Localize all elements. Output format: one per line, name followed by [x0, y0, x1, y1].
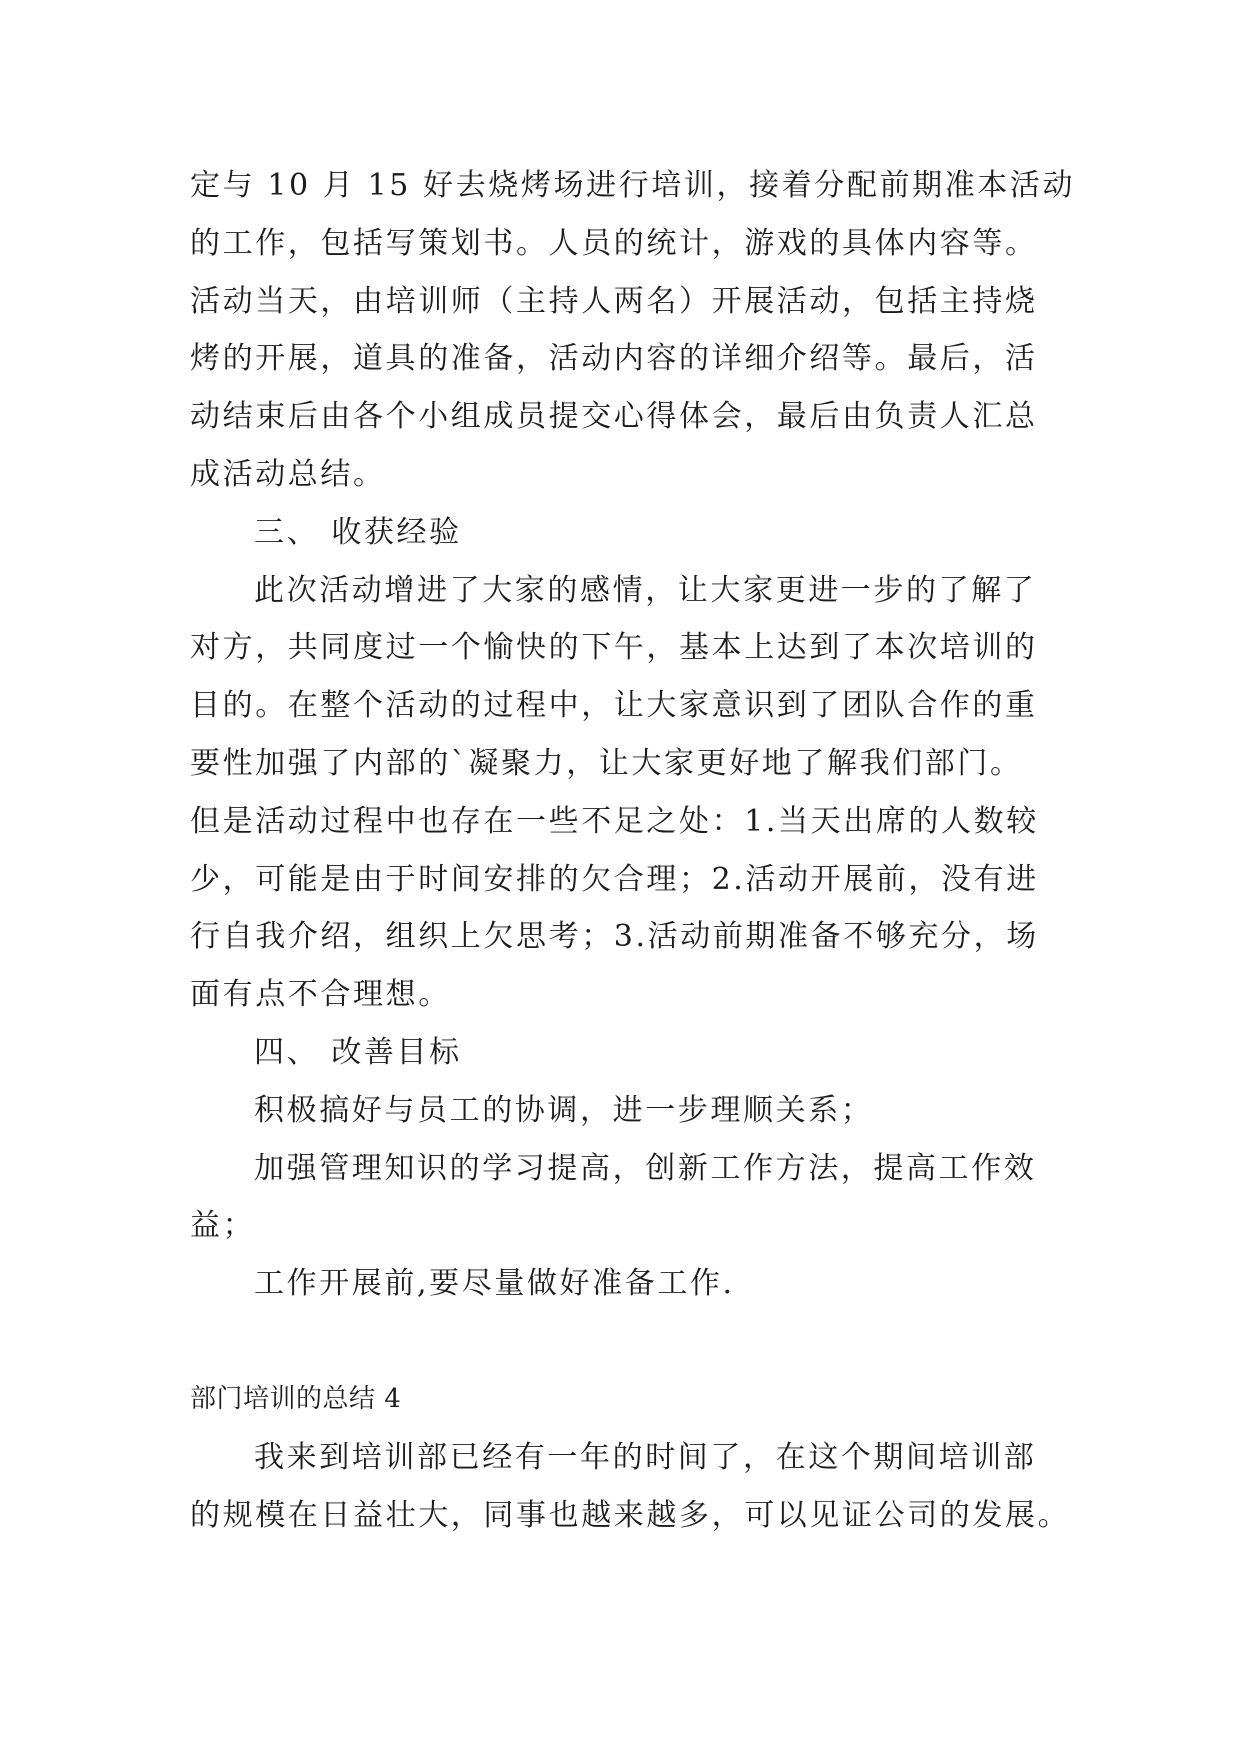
paragraph-line: 但是活动过程中也存在一些不足之处：1.当天出席的人数较 — [190, 803, 1039, 839]
paragraph-line: 工作开展前,要尽量做好准备工作. — [254, 1266, 735, 1302]
article-paragraph — [190, 1429, 1190, 1545]
goal-item — [190, 1082, 1190, 1140]
paragraph-line: 烤的开展，道具的准备，活动内容的详细介绍等。最后，活 — [190, 341, 1038, 377]
paragraph-line: 我来到培训部已经有一年的时间了，在这个期间培训部 — [254, 1439, 1037, 1475]
paragraph-line: 此次活动增进了大家的感情，让大家更进一步的了解了 — [254, 572, 1037, 608]
paragraph-line: 要性加强了内部的`凝聚力，让大家更好地了解我们部门。 — [190, 745, 1023, 781]
paragraph-line: 定与 10 月 15 好去烧烤场进行培训，接着分配前期准本活动 — [190, 168, 1076, 203]
section-heading-improvement-goals: 四、 改善目标 — [254, 1034, 462, 1070]
section-4-items — [190, 1082, 1190, 1313]
paragraph-line: 行自我介绍，组织上欠思考；3.活动前期准备不够充分，场 — [190, 919, 1039, 955]
goal-item — [190, 1140, 1190, 1256]
section-heading-harvest-experience: 三、 收获经验 — [254, 514, 462, 550]
paragraph-line: 少，可能是由于时间安排的欠合理；2.活动开展前，没有进 — [190, 861, 1039, 897]
blank-line — [190, 1313, 1190, 1371]
paragraph-line: 积极搞好与员工的协调，进一步理顺关系； — [254, 1092, 874, 1128]
paragraph-line: 益； — [190, 1208, 256, 1244]
paragraph-line: 活动当天，由培训师（主持人两名）开展活动，包括主持烧 — [190, 283, 1038, 319]
continued-paragraph — [190, 157, 1190, 504]
goal-item — [190, 1255, 1190, 1313]
paragraph-line: 目的。在整个活动的过程中，让大家意识到了团队合作的重 — [190, 688, 1038, 724]
paragraph-line: 加强管理知识的学习提高，创新工作方法，提高工作效 — [254, 1150, 1037, 1186]
paragraph-line: 动结束后由各个小组成员提交心得体会，最后由负责人汇总 — [190, 399, 1038, 435]
document-body — [190, 157, 1190, 1544]
paragraph-line: 的规模在日益壮大，同事也越来越多，可以见证公司的发展。 — [190, 1497, 1071, 1533]
paragraph-line: 面有点不合理想。 — [190, 977, 451, 1013]
paragraph-line: 成活动总结。 — [190, 456, 386, 492]
article-title: 部门培训的总结 4 — [190, 1383, 402, 1414]
paragraph-line: 的工作，包括写策划书。人员的统计，游戏的具体内容等。 — [190, 225, 1038, 261]
section-3-paragraph — [190, 562, 1190, 1024]
paragraph-line: 对方，共同度过一个愉快的下午，基本上达到了本次培训的 — [190, 630, 1038, 666]
